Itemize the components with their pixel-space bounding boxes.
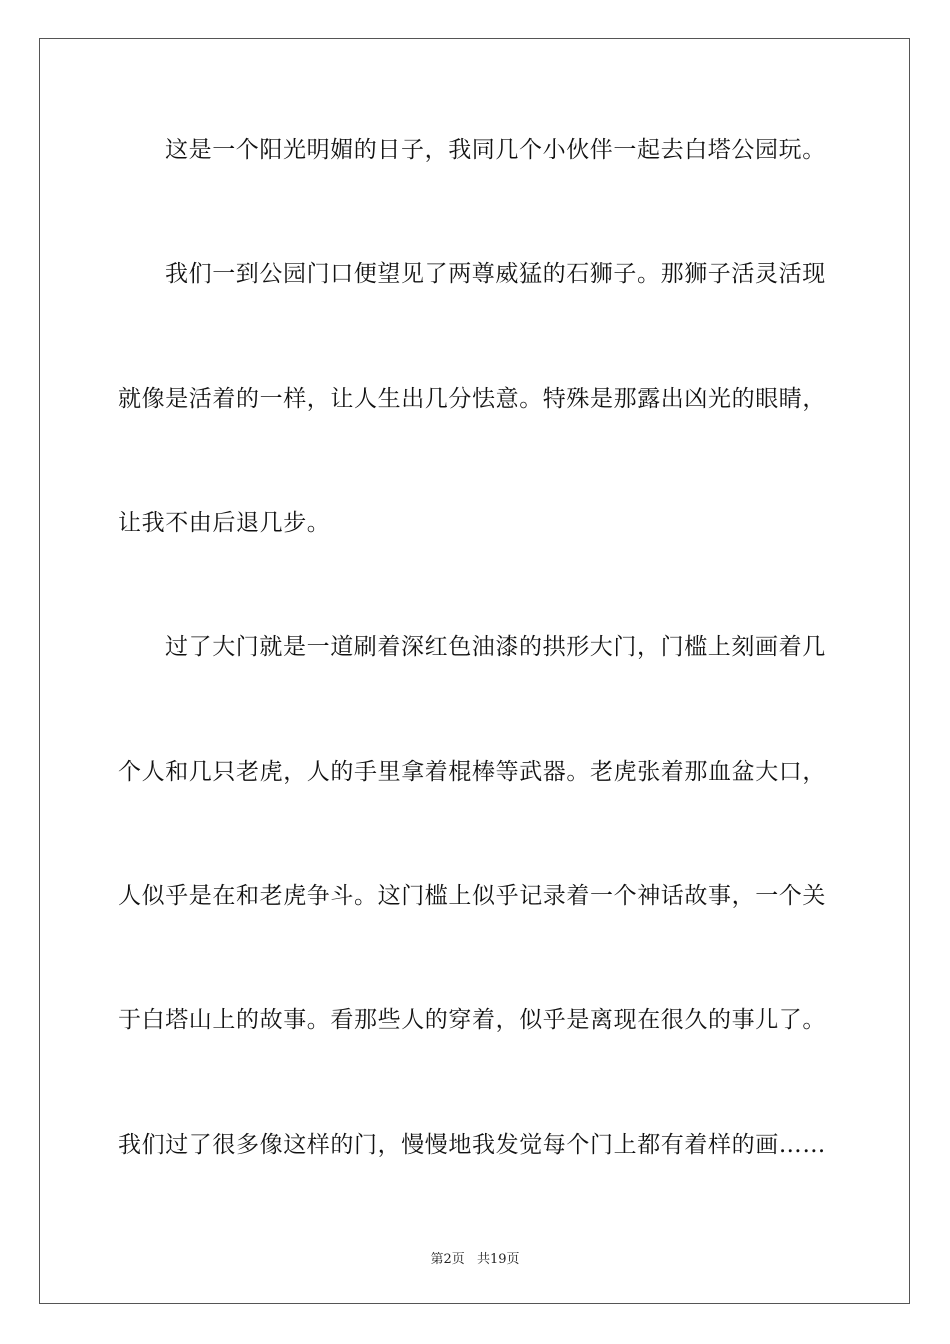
text-line: 过了大门就是一道刷着深红色油漆的拱形大门，门槛上刻画着几 <box>165 634 826 660</box>
page-number: 第2页 <box>430 1252 465 1267</box>
text-line: 人似乎是在和老虎争斗。这门槛上似乎记录着一个神话故事，一个关 <box>118 883 826 909</box>
text-line: 让我不由后退几步。 <box>118 510 331 536</box>
text-line: 个人和几只老虎，人的手里拿着棍棒等武器。老虎张着那血盆大口， <box>118 759 826 785</box>
text-line: 我们一到公园门口便望见了两尊威猛的石狮子。那狮子活灵活现 <box>165 261 826 287</box>
page-footer <box>0 1248 950 1267</box>
page-border <box>39 38 910 1304</box>
text-line: 就像是活着的一样，让人生出几分怯意。特殊是那露出凶光的眼睛， <box>118 386 826 412</box>
page-total: 共19页 <box>476 1252 520 1267</box>
text-line: 这是一个阳光明媚的日子，我同几个小伙伴一起去白塔公园玩。 <box>165 137 826 163</box>
text-line: 于白塔山上的故事。看那些人的穿着，似乎是离现在很久的事儿了。 <box>118 1007 826 1033</box>
text-line: 我们过了很多像这样的门，慢慢地我发觉每个门上都有着样的画…… <box>118 1132 826 1158</box>
